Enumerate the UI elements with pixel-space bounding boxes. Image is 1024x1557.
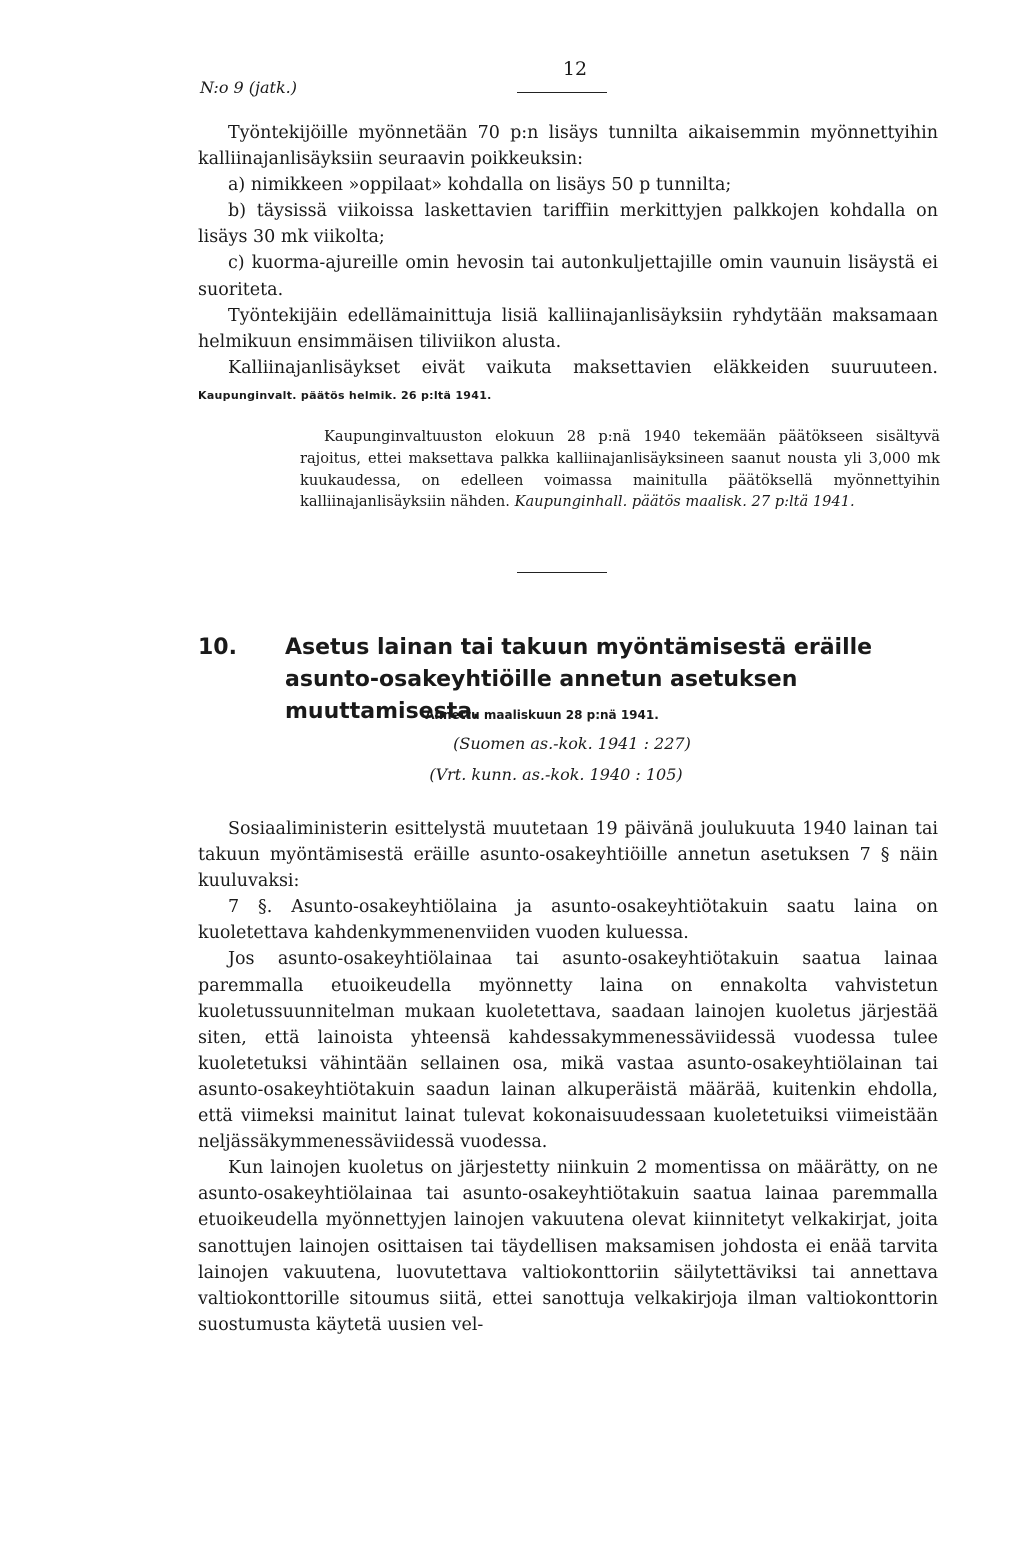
list-item-c: c) kuorma-ajureille omin hevosin tai autonkuljettajille omin vaunuin lisäystä ei suoriteta. bbox=[198, 253, 938, 300]
paragraph: Sosiaaliministerin esittelystä muutetaan 19 päivänä joulukuuta 1940 lainan tai takuun myöntämisestä eräille asunto-osakeyhtiöille annetun asetuksen 7 § näin kuuluvaksi: bbox=[198, 819, 938, 892]
collection-reference: (Suomen as.-kok. 1941 : 227) bbox=[453, 734, 691, 753]
paragraph-with-source bbox=[198, 355, 938, 409]
source-citation: Kaupunginvalt. päätös helmik. 26 p:ltä 1941. bbox=[198, 388, 492, 402]
section-divider bbox=[517, 572, 607, 573]
council-note bbox=[300, 426, 940, 513]
continued-decision-text bbox=[198, 120, 938, 409]
paragraph: Työntekijäin edellämainittuja lisiä kalliinajanlisäyksiin ryhdytään maksamaan helmikuun ensimmäisen tiliviikon alusta. bbox=[198, 305, 938, 352]
paragraph: Jos asunto-osakeyhtiölainaa tai asunto-osakeyhtiötakuin saatua lainaa paremmalla etuoikeudella myönnetty laina on ennakolta vahvistetun kuoletussuunnitelman mukaan kuoletettava, saadaan lainojen kuoletus järjestää siten, että lainoista yhteensä kahdessakymmenessäviidessä vuodessa tulee kuoletetuksi vähintään sellainen osa, mikä vastaa asunto-osakeyhtiölainan tai asunto-osakeyhtiötakuin saadun lainan alkuperäistä määrää, kuitenkin ehdolla, että viimeksi mainitut lainat tulevat kokonaisuudessaan kuoletetuiksi viimeistään neljässäkymmenessäviidessä vuodessa. bbox=[198, 949, 938, 1153]
paragraph: Työntekijöille myönnetään 70 p:n lisäys tunnilta aikaisemmin myönnettyihin kalliinajanlisäyksiin seuraavin poikkeuksin: bbox=[198, 123, 938, 170]
note-text: Kaupunginvaltuuston elokuun 28 p:nä 1940 tekemään päätökseen sisältyvä rajoitus, ettei maksettava palkka kalliinajanlisäyksineen saanut nousta yli 3,000 mk kuukaudessa, on edelleen voimassa mainitulla päätöksellä myönnettyihin kalliinajanlisäyksiin nähden. bbox=[300, 428, 940, 511]
note-paragraph bbox=[300, 426, 940, 513]
paragraph: 7 §. Asunto-osakeyhtiölaina ja asunto-osakeyhtiötakuin saatu laina on kuoletettava kahdenkymmenenviiden vuoden kuluessa. bbox=[198, 897, 938, 944]
list-item-a: a) nimikkeen »oppilaat» kohdalla on lisäys 50 p tunnilta; bbox=[228, 175, 732, 196]
list-item-b: b) täysissä viikoissa laskettavien tariffiin merkittyjen palkkojen kohdalla on lisäys 30 mk viikolta; bbox=[198, 201, 938, 248]
note-source: Kaupunginhall. päätös maalisk. 27 p:ltä 1941. bbox=[514, 493, 855, 511]
decree-body bbox=[198, 816, 938, 1338]
page-number: 12 bbox=[562, 58, 588, 80]
page-number-rule bbox=[517, 92, 607, 93]
section-number: 10. bbox=[198, 635, 237, 660]
issued-date: Annettu maaliskuun 28 p:nä 1941. bbox=[425, 708, 659, 722]
compare-reference: (Vrt. kunn. as.-kok. 1940 : 105) bbox=[429, 765, 683, 784]
section-title: Asetus lainan tai takuun myöntämisestä eräille asunto-osakeyhtiöille annetun asetuksen muuttamisesta. bbox=[285, 635, 873, 724]
running-head: N:o 9 (jatk.) bbox=[200, 78, 297, 97]
paragraph: Kun lainojen kuoletus on järjestetty niinkuin 2 momentissa on määrätty, on ne asunto-osakeyhtiölainaa tai asunto-osakeyhtiötakuin saatua lainaa paremmalla etuoikeudella myönnettyjen lainojen vakuutena olevat kiinnitetyt velkakirjat, joita sanottujen lainojen osittaisen tai täydellisen maksamisen johdosta ei enää tarvita lainojen vakuutena, luovutettava valtiokonttoriin säilytettäviksi tai annettava valtiokonttorille sitoumus siitä, ettei sanottuja velkakirjoja ilman valtiokonttorin suostumusta käytetä uusien vel- bbox=[198, 1158, 938, 1335]
paragraph-text: Kalliinajanlisäykset eivät vaikuta maksettavien eläkkeiden suuruuteen. bbox=[228, 357, 938, 378]
